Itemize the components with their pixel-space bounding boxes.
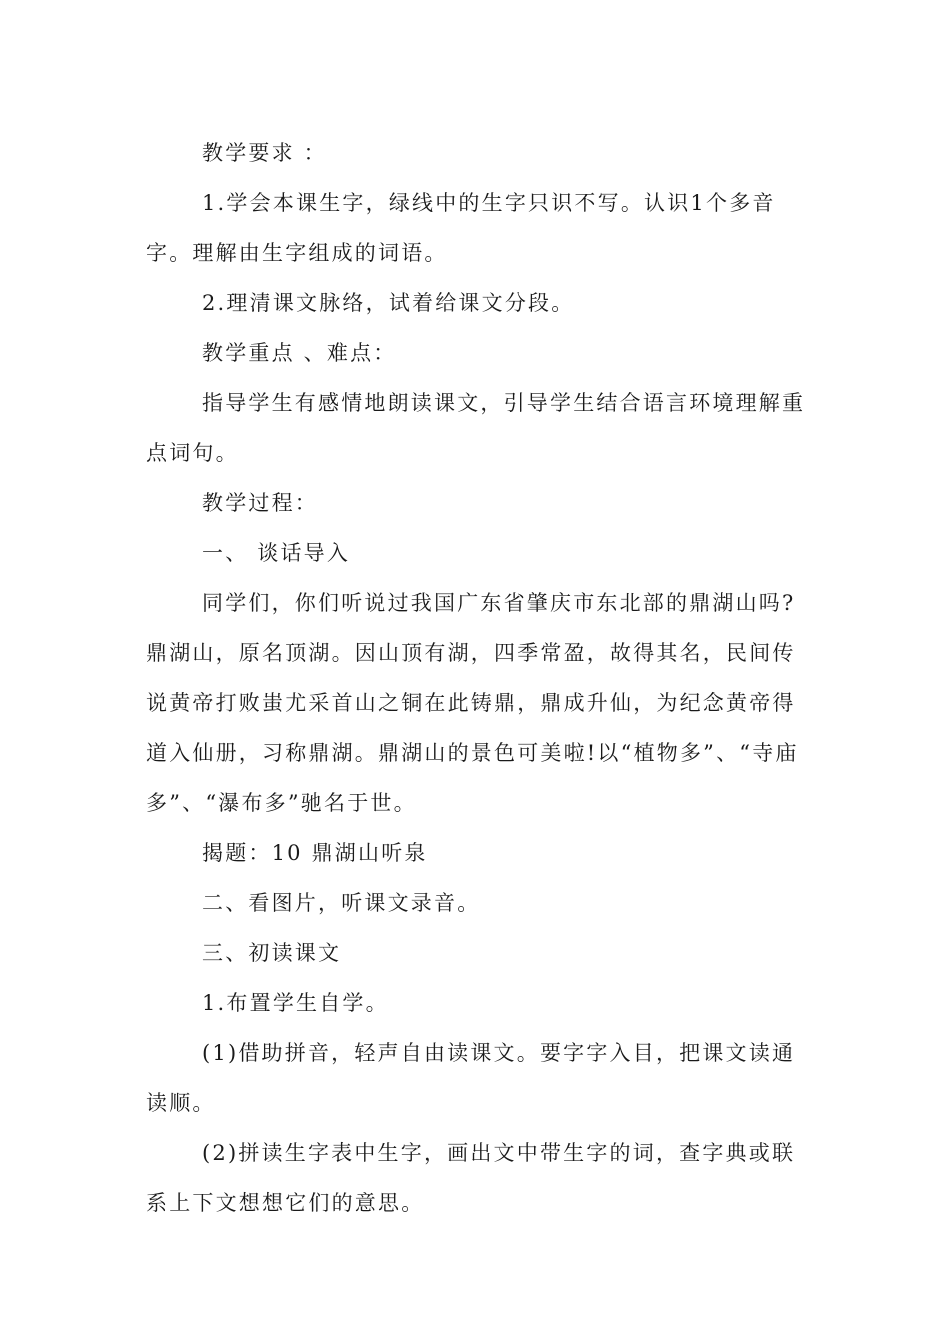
step-heading-2: 二、看图片，听课文录音。 xyxy=(202,891,481,915)
step-heading-3: 三、初读课文 xyxy=(202,941,342,965)
step-heading-1: 一、 谈话导入 xyxy=(202,541,351,565)
section-heading-teaching-process: 教学过程： xyxy=(202,491,318,515)
intro-paragraph: 同学们，你们听说过我国广东省肇庆市东北部的鼎湖山吗?鼎湖山，原名顶湖。因山顶有湖，四季常盈，故得其名，民间传说黄帝打败蚩尤采首山之铜在此铸鼎，鼎成升仙，为纪念黄帝得道入仙册，习称鼎湖。鼎湖山的景色可美啦!以“植物多”、“寺庙多”、“瀑布多”驰名于世。 xyxy=(146,591,799,815)
requirement-item-2: 2.理清课文脉络，试着给课文分段。 xyxy=(202,291,575,315)
section-heading-key-difficult-points: 教学重点 、难点： xyxy=(202,341,397,365)
topic-reveal: 揭题：10 鼎湖山听泉 xyxy=(202,841,428,865)
section-heading-teaching-requirements: 教学要求 ： xyxy=(202,141,327,165)
requirement-item-1: 1.学会本课生字，绿线中的生字只识不写。认识1个多音字。理解由生字组成的词语。 xyxy=(146,191,776,265)
self-study-subitem-2: (2)拼读生字表中生字，画出文中带生字的词，查字典或联系上下文想想它们的意思。 xyxy=(146,1141,796,1215)
self-study-item: 1.布置学生自学。 xyxy=(202,991,389,1015)
self-study-subitem-1: (1)借助拼音，轻声自由读课文。要字字入目，把课文读通读顺。 xyxy=(146,1041,796,1115)
document-body xyxy=(146,128,808,1228)
key-points-text: 指导学生有感情地朗读课文，引导学生结合语言环境理解重点词句。 xyxy=(146,391,806,465)
